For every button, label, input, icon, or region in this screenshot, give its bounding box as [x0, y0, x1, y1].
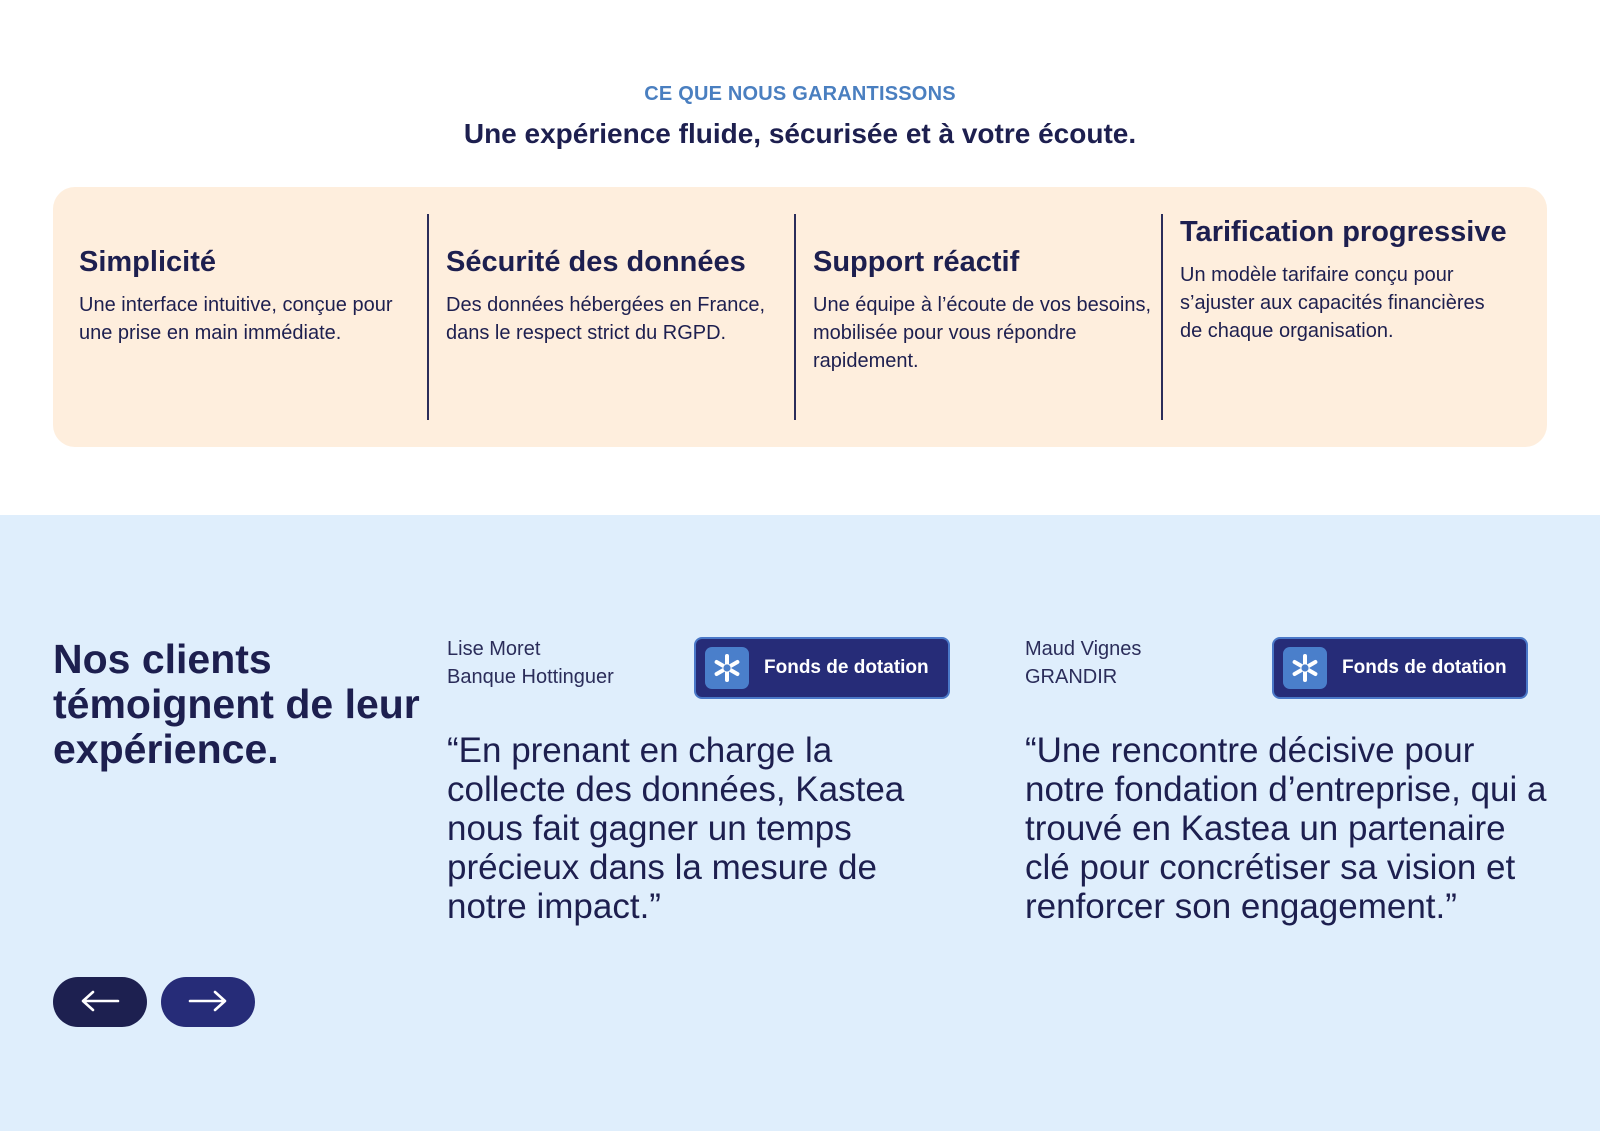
- feature-divider: [1161, 214, 1163, 420]
- next-button[interactable]: [161, 977, 255, 1027]
- author-name: Maud Vignes: [1025, 638, 1142, 660]
- testimonial-card: [447, 635, 967, 926]
- feature-title: Tarification progressive: [1180, 216, 1507, 248]
- author-organization: Banque Hottinguer: [447, 666, 614, 688]
- feature-support: [813, 245, 1153, 505]
- asterisk-icon: [1283, 647, 1327, 689]
- features-card: [53, 187, 1547, 447]
- badge-label: Fonds de dotation: [1342, 657, 1507, 678]
- testimonial-quote: “Une rencontre décisive pour notre fondation d’entreprise, qui a trouvé en Kastea un partenaire clé pour concrétiser sa vision et renforcer son engagement.”: [1025, 731, 1547, 926]
- feature-pricing: [1180, 215, 1510, 475]
- feature-description: Une interface intuitive, conçue pour une prise en main immédiate.: [79, 294, 393, 344]
- testimonial-quote: “En prenant en charge la collecte des données, Kastea nous fait gagner un temps précieux dans la mesure de notre impact.”: [447, 731, 905, 926]
- guarantees-section: [0, 0, 1600, 515]
- arrow-right-icon: [188, 990, 228, 1015]
- author-name: Lise Moret: [447, 638, 541, 660]
- section-eyebrow: CE QUE NOUS GARANTISSONS: [644, 83, 956, 105]
- feature-title: Simplicité: [79, 246, 216, 278]
- feature-data-security: [446, 245, 786, 505]
- category-badge: [1272, 637, 1528, 699]
- feature-divider: [427, 214, 429, 420]
- feature-description: Des données hébergées en France, dans le respect strict du RGPD.: [446, 294, 766, 344]
- previous-button[interactable]: [53, 977, 147, 1027]
- arrow-left-icon: [80, 990, 120, 1015]
- testimonials-title: Nos clients témoignent de leur expérience.: [53, 636, 420, 772]
- feature-description: Un modèle tarifaire conçu pour s’ajuster aux capacités financières de chaque organisation.: [1180, 264, 1485, 342]
- category-badge: [694, 637, 950, 699]
- author-organization: GRANDIR: [1025, 666, 1118, 688]
- testimonials-section: [0, 515, 1600, 1131]
- feature-title: Support réactif: [813, 246, 1020, 278]
- feature-simplicity: [79, 245, 419, 505]
- section-headline: Une expérience fluide, sécurisée et à votre écoute.: [463, 118, 1137, 149]
- feature-description: Une équipe à l’écoute de vos besoins, mobilisée pour vous répondre rapidement.: [813, 294, 1152, 372]
- feature-title: Sécurité des données: [446, 246, 746, 278]
- asterisk-icon: [705, 647, 749, 689]
- feature-divider: [794, 214, 796, 420]
- testimonial-card: [1025, 635, 1555, 926]
- badge-label: Fonds de dotation: [764, 657, 929, 678]
